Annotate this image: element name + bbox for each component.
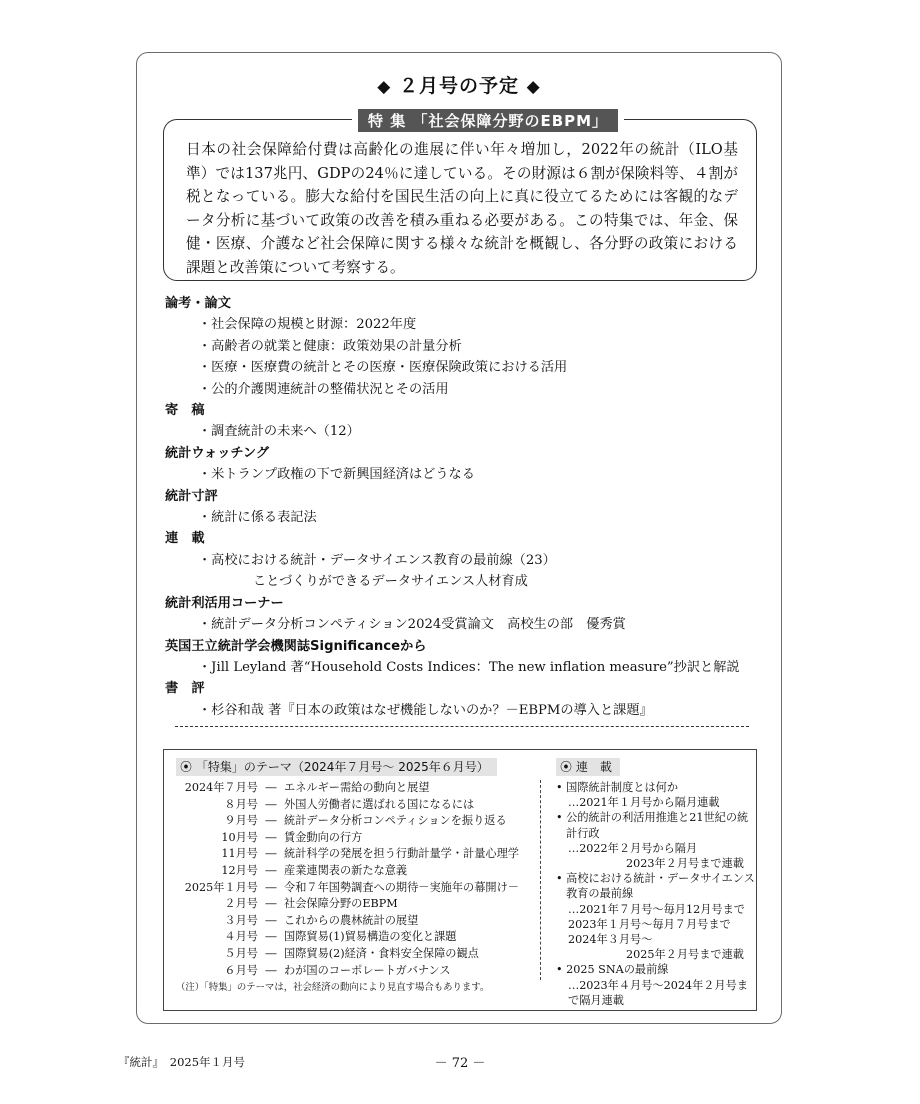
toc-item: ・統計データ分析コンペティション2024受賞論文 高校生の部 優秀賞 <box>198 617 626 633</box>
serial-item-detail: …2022年２月号から隔月 <box>568 841 698 855</box>
serial-item <box>556 810 756 871</box>
schedule-month: 2024年７月号 <box>184 781 258 794</box>
diamond-icon: ◆ <box>377 77 392 97</box>
schedule-dash: ― <box>265 913 277 927</box>
column-divider <box>540 780 541 980</box>
schedule-dash: ― <box>265 797 277 811</box>
toc-item: ・高齢者の就業と健康：政策効果の計量分析 <box>198 338 462 354</box>
toc-category: 統計寸評 <box>165 488 218 504</box>
schedule-row <box>176 946 536 963</box>
schedule-month: ８月号 <box>224 797 258 811</box>
schedule-row <box>176 913 536 930</box>
schedule-row <box>176 896 536 913</box>
schedule-row <box>176 846 536 863</box>
bullseye-icon: ⦿ <box>180 760 193 774</box>
schedule-row <box>176 963 536 980</box>
toc-item: ・社会保障の規模と財源：2022年度 <box>198 317 417 333</box>
serial-item <box>556 780 756 810</box>
serial-item-end: 2023年２月号まで連載 <box>626 857 744 871</box>
table-of-contents <box>165 293 765 721</box>
dashed-divider <box>175 726 749 727</box>
schedule-dash: ― <box>265 814 277 828</box>
schedule-topic: 賃金動向の行方 <box>284 830 363 844</box>
page-frame <box>136 52 782 1024</box>
feature-box <box>163 112 757 281</box>
feature-label <box>352 109 624 131</box>
schedule-month: ３月号 <box>224 913 258 927</box>
serial-item-detail: 2023年１月号～毎月７月号まで <box>568 917 731 931</box>
schedule-box <box>163 749 757 1011</box>
schedule-note: （注）「特集」のテーマは，社会経済の動向により見直す場合もあります。 <box>176 982 490 994</box>
schedule-row <box>176 780 536 797</box>
serial-item-detail: …2023年４月号～2024年２月号まで隔月連載 <box>568 978 749 1007</box>
serial-item-detail: 2024年３月号～ <box>568 933 653 947</box>
schedule-row <box>176 797 536 814</box>
toc-item: ・統計に係る表記法 <box>198 510 317 526</box>
toc-item-continuation: ことづくりができるデータサイエンス人材育成 <box>253 574 528 590</box>
schedule-topic: わが国のコーポレートガバナンス <box>284 963 451 977</box>
schedule-title <box>176 758 497 776</box>
schedule-topic: これからの農林統計の展望 <box>284 913 419 927</box>
toc-item: ・医療・医療費の統計とその医療・医療保険政策における活用 <box>198 360 568 376</box>
schedule-topic: 統計データ分析コンペティションを振り返る <box>284 814 507 828</box>
schedule-month: ９月号 <box>224 814 258 828</box>
schedule-month: 2025年１月号 <box>184 880 258 894</box>
serial-item-title: • 公的統計の利活用推進と21世紀の統計行政 <box>556 811 749 840</box>
schedule-topic: エネルギー需給の動向と展望 <box>284 781 430 794</box>
toc-category: 統計利活用コーナー <box>165 595 284 611</box>
toc-item: ・杉谷和哉 著『日本の政策はなぜ機能しないのか？－EBPMの導入と課題』 <box>198 702 653 718</box>
schedule-month: ４月号 <box>224 930 258 944</box>
serial-list <box>556 780 756 1008</box>
toc-category: 英国王立統計学会機関誌Significanceから <box>165 638 427 654</box>
page-number: － 72 － <box>434 1056 486 1071</box>
schedule-topic: 社会保障分野のEBPM <box>284 897 398 911</box>
schedule-dash: ― <box>265 781 277 794</box>
schedule-month: 11月号 <box>221 847 258 861</box>
schedule-topic: 外国人労働者に選ばれる国になるには <box>284 797 475 811</box>
serial-column <box>556 756 756 1008</box>
footer-journal: 『統計』 2025年１月号 <box>118 1055 246 1069</box>
schedule-month: ２月号 <box>224 897 258 911</box>
toc-category: 連 載 <box>165 531 205 547</box>
schedule-dash: ― <box>265 847 277 861</box>
schedule-dash: ― <box>265 946 277 960</box>
feature-theme-schedule <box>176 756 536 995</box>
schedule-dash: ― <box>265 897 277 911</box>
schedule-row <box>176 929 536 946</box>
toc-item: ・公的介護関連統計の整備状況とその活用 <box>198 381 449 397</box>
schedule-month: 10月号 <box>221 830 258 844</box>
schedule-month: ６月号 <box>224 963 258 977</box>
toc-item: ・Jill Leyland 著“Household Costs Indices：The new inflation measure”抄訳と解説 <box>198 659 740 675</box>
serial-item-detail: …2021年７月号～毎月12月号まで <box>568 902 745 916</box>
toc-item: ・米トランプ政権の下で新興国経済はどうなる <box>198 467 475 483</box>
serial-item <box>556 962 756 1008</box>
schedule-dash: ― <box>265 863 277 877</box>
serial-title <box>556 758 620 776</box>
toc-category: 論考・論文 <box>165 296 231 311</box>
serial-title-text: 連 載 <box>575 760 612 774</box>
feature-description: 日本の社会保障給付費は高齢化の進展に伴い年々増加し，2022年の統計（ILO基準）では137兆円、GDPの24％に達している。その財源は６割が保険料等、４割が税となっている。膨大な給付を国民生活の向上に真に役立てるためには客観的なデータ分析に基づいて政策の改善を積み重ねる必要がある。この特集では、年金、保健・医療、介護など社会保障に関する様々な統計を概観し、各分野の政策における課題と改善策について考察する。 <box>186 141 738 276</box>
serial-item-detail: …2021年１月号から隔月連載 <box>568 796 720 810</box>
schedule-row <box>176 830 536 847</box>
schedule-dash: ― <box>265 930 277 944</box>
schedule-topic: 令和７年国勢調査への期待－実施年の幕開け－ <box>284 880 519 894</box>
schedule-month: 12月号 <box>221 863 258 877</box>
bullseye-icon: ⦿ <box>560 760 573 774</box>
schedule-row <box>176 880 536 897</box>
issue-heading-text: ２月号の予定 <box>398 75 519 97</box>
schedule-topic: 産業連関表の新たな意義 <box>284 863 408 877</box>
diamond-icon: ◆ <box>526 77 541 97</box>
schedule-list <box>176 780 536 979</box>
serial-item <box>556 871 756 962</box>
toc-category: 寄 稿 <box>165 403 205 419</box>
schedule-month: ５月号 <box>224 946 258 960</box>
toc-item: ・調査統計の未来へ（12） <box>198 424 360 440</box>
schedule-dash: ― <box>265 963 277 977</box>
serial-item-title: • 高校における統計・データサイエンス教育の最前線 <box>556 872 755 901</box>
serial-item-title: • 2025 SNAの最前線 <box>556 963 669 977</box>
schedule-topic: 国際貿易(1)貿易構造の変化と課題 <box>284 930 457 944</box>
toc-category: 統計ウォッチング <box>165 445 270 461</box>
schedule-dash: ― <box>265 830 277 844</box>
schedule-row <box>176 863 536 880</box>
schedule-dash: ― <box>265 880 277 894</box>
toc-category: 書 評 <box>165 681 205 697</box>
toc-item: ・高校における統計・データサイエンス教育の最前線（23） <box>198 552 556 568</box>
schedule-title-text: 「特集」のテーマ（2024年７月号～ 2025年６月号） <box>195 760 489 774</box>
feature-label-text: 特 集 「社会保障分野のEBPM」 <box>358 109 618 132</box>
schedule-topic: 統計科学の発展を担う行動計量学・計量心理学 <box>284 847 519 861</box>
serial-item-title: • 国際統計制度とは何か <box>556 781 679 794</box>
schedule-topic: 国際貿易(2)経済・食料安全保障の観点 <box>284 946 479 960</box>
serial-item-end: 2025年２月号まで連載 <box>626 948 744 962</box>
issue-heading <box>137 71 781 98</box>
schedule-row <box>176 813 536 830</box>
